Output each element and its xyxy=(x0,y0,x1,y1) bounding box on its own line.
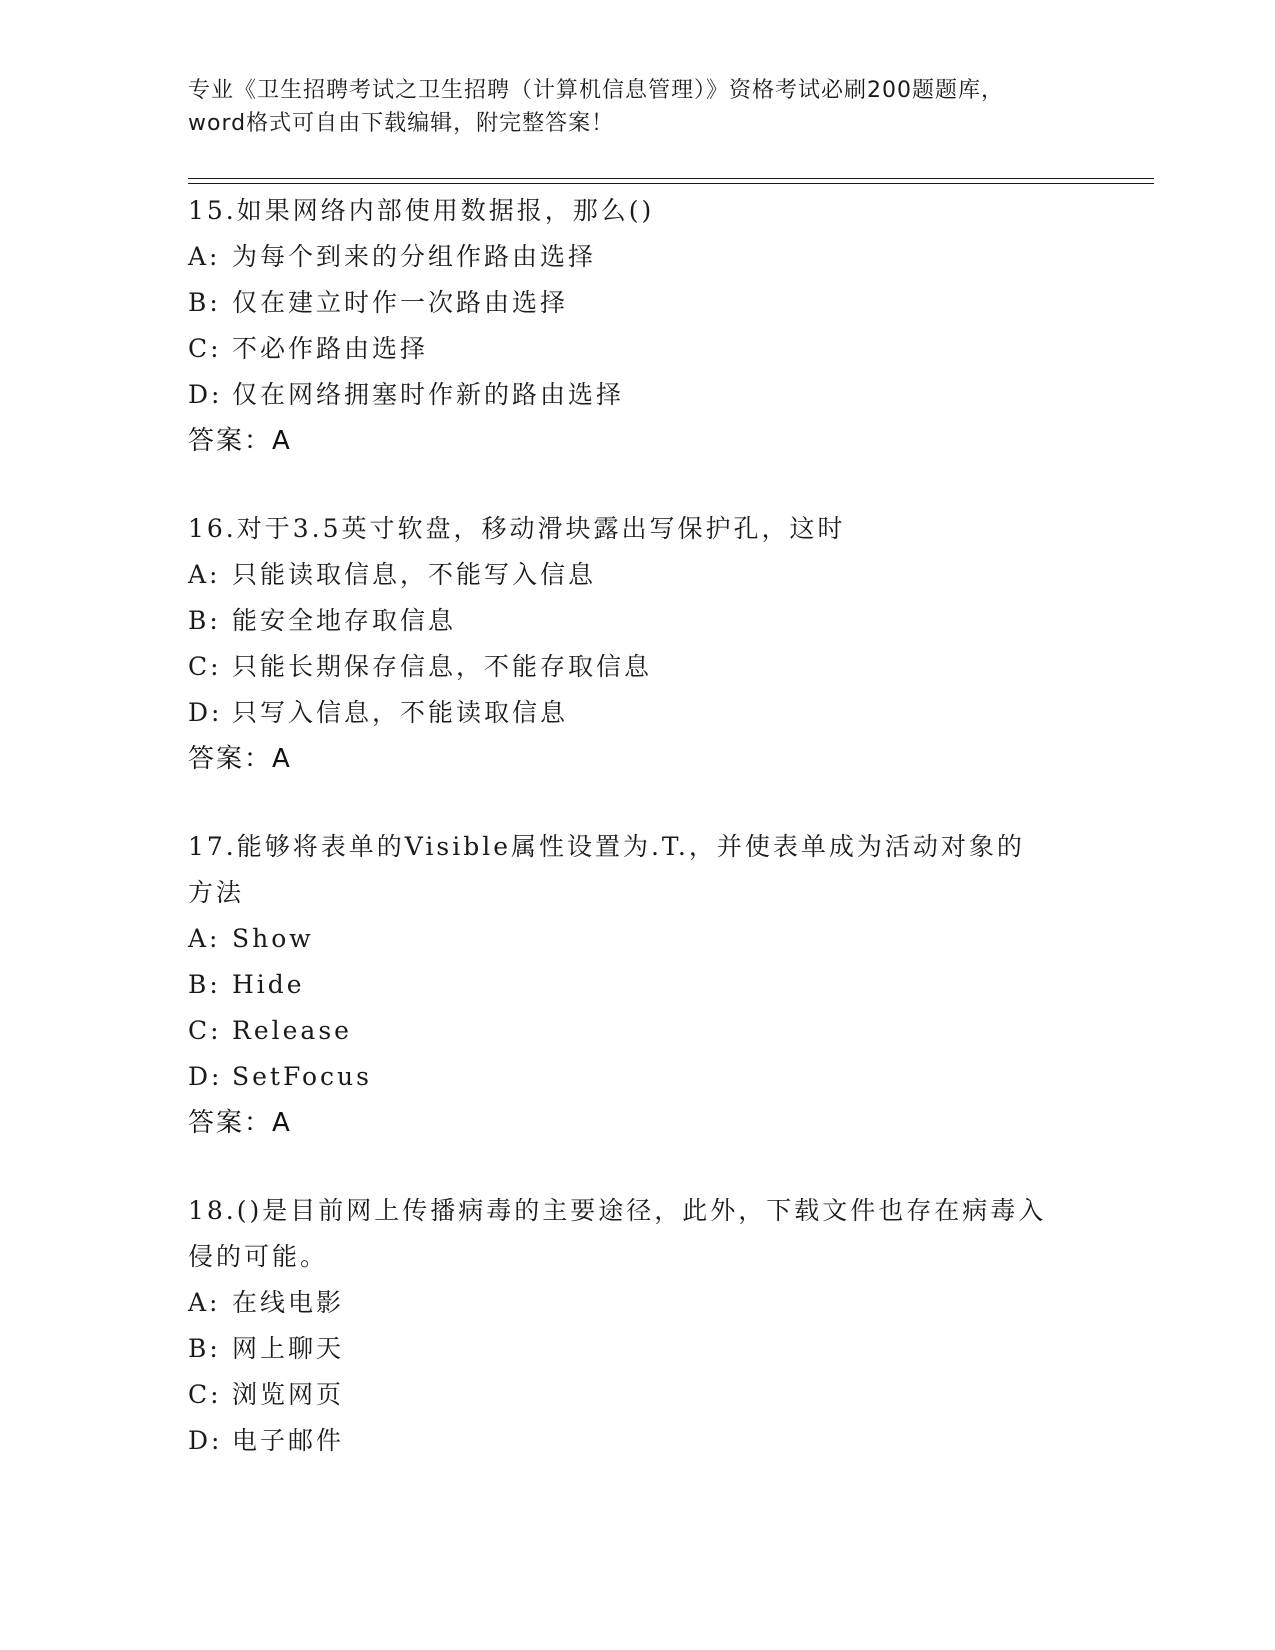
option-text: Release xyxy=(232,1016,352,1045)
question-17 xyxy=(188,824,1088,1146)
option-key: B: xyxy=(188,606,221,635)
option-text: 仅在网络拥塞时作新的路由选择 xyxy=(232,380,625,409)
option-key: D: xyxy=(188,698,223,727)
answer-label: 答案：A xyxy=(188,744,292,774)
question-stem: 15.如果网络内部使用数据报，那么() xyxy=(188,196,655,225)
option-c xyxy=(188,644,1088,690)
option-text: Hide xyxy=(232,970,305,999)
option-text: 不必作路由选择 xyxy=(232,334,429,363)
option-a xyxy=(188,552,1088,598)
option-key: A: xyxy=(188,242,221,271)
option-text: 只能长期保存信息，不能存取信息 xyxy=(232,652,653,681)
option-b xyxy=(188,598,1088,644)
option-key: C: xyxy=(188,1380,222,1409)
option-key: C: xyxy=(188,334,222,363)
option-key: A: xyxy=(188,560,221,589)
option-d xyxy=(188,372,1088,418)
document-header xyxy=(188,74,1088,140)
question-16 xyxy=(188,506,1088,782)
option-key: B: xyxy=(188,970,221,999)
option-key: D: xyxy=(188,380,223,409)
option-a xyxy=(188,916,1088,962)
question-list xyxy=(188,188,1088,1506)
option-key: C: xyxy=(188,1016,222,1045)
option-text: 仅在建立时作一次路由选择 xyxy=(232,288,569,317)
option-b xyxy=(188,280,1088,326)
question-stem: 17.能够将表单的Visible属性设置为.T.，并使表单成为活动对象的 xyxy=(188,832,1025,861)
option-key: B: xyxy=(188,1334,221,1363)
option-b xyxy=(188,1326,1088,1372)
option-text: 浏览网页 xyxy=(232,1380,345,1409)
question-stem: 18.()是目前网上传播病毒的主要途径，此外，下载文件也存在病毒入 xyxy=(188,1196,1047,1225)
option-b xyxy=(188,962,1088,1008)
header-title-line-1: 专业《卫生招聘考试之卫生招聘（计算机信息管理）》资格考试必刷200题题库， xyxy=(188,78,1004,103)
option-key: C: xyxy=(188,652,222,681)
option-text: 网上聊天 xyxy=(232,1334,345,1363)
option-text: SetFocus xyxy=(232,1062,372,1091)
option-text: Show xyxy=(232,924,314,953)
option-a xyxy=(188,234,1088,280)
question-stem-continued: 侵的可能。 xyxy=(188,1242,329,1271)
answer-label: 答案：A xyxy=(188,426,292,456)
question-stem: 16.对于3.5英寸软盘，移动滑块露出写保护孔，这时 xyxy=(188,514,846,543)
option-c xyxy=(188,326,1088,372)
answer-label: 答案：A xyxy=(188,1108,292,1138)
question-stem-continued: 方法 xyxy=(188,878,245,907)
option-text: 只能读取信息，不能写入信息 xyxy=(232,560,597,589)
option-text: 能安全地存取信息 xyxy=(232,606,457,635)
option-text: 为每个到来的分组作路由选择 xyxy=(232,242,597,271)
option-text: 在线电影 xyxy=(232,1288,345,1317)
option-key: A: xyxy=(188,924,221,953)
option-d xyxy=(188,1418,1088,1464)
option-key: A: xyxy=(188,1288,221,1317)
question-15 xyxy=(188,188,1088,464)
header-divider-top xyxy=(188,178,1154,179)
option-d xyxy=(188,690,1088,736)
question-18 xyxy=(188,1188,1088,1464)
option-key: B: xyxy=(188,288,221,317)
header-divider-bottom xyxy=(188,183,1154,184)
option-key: D: xyxy=(188,1426,223,1455)
option-d xyxy=(188,1054,1088,1100)
option-key: D: xyxy=(188,1062,223,1091)
option-text: 只写入信息，不能读取信息 xyxy=(232,698,569,727)
option-c xyxy=(188,1372,1088,1418)
option-a xyxy=(188,1280,1088,1326)
header-title-line-2: word格式可自由下载编辑，附完整答案！ xyxy=(188,111,615,136)
option-c xyxy=(188,1008,1088,1054)
option-text: 电子邮件 xyxy=(232,1426,345,1455)
